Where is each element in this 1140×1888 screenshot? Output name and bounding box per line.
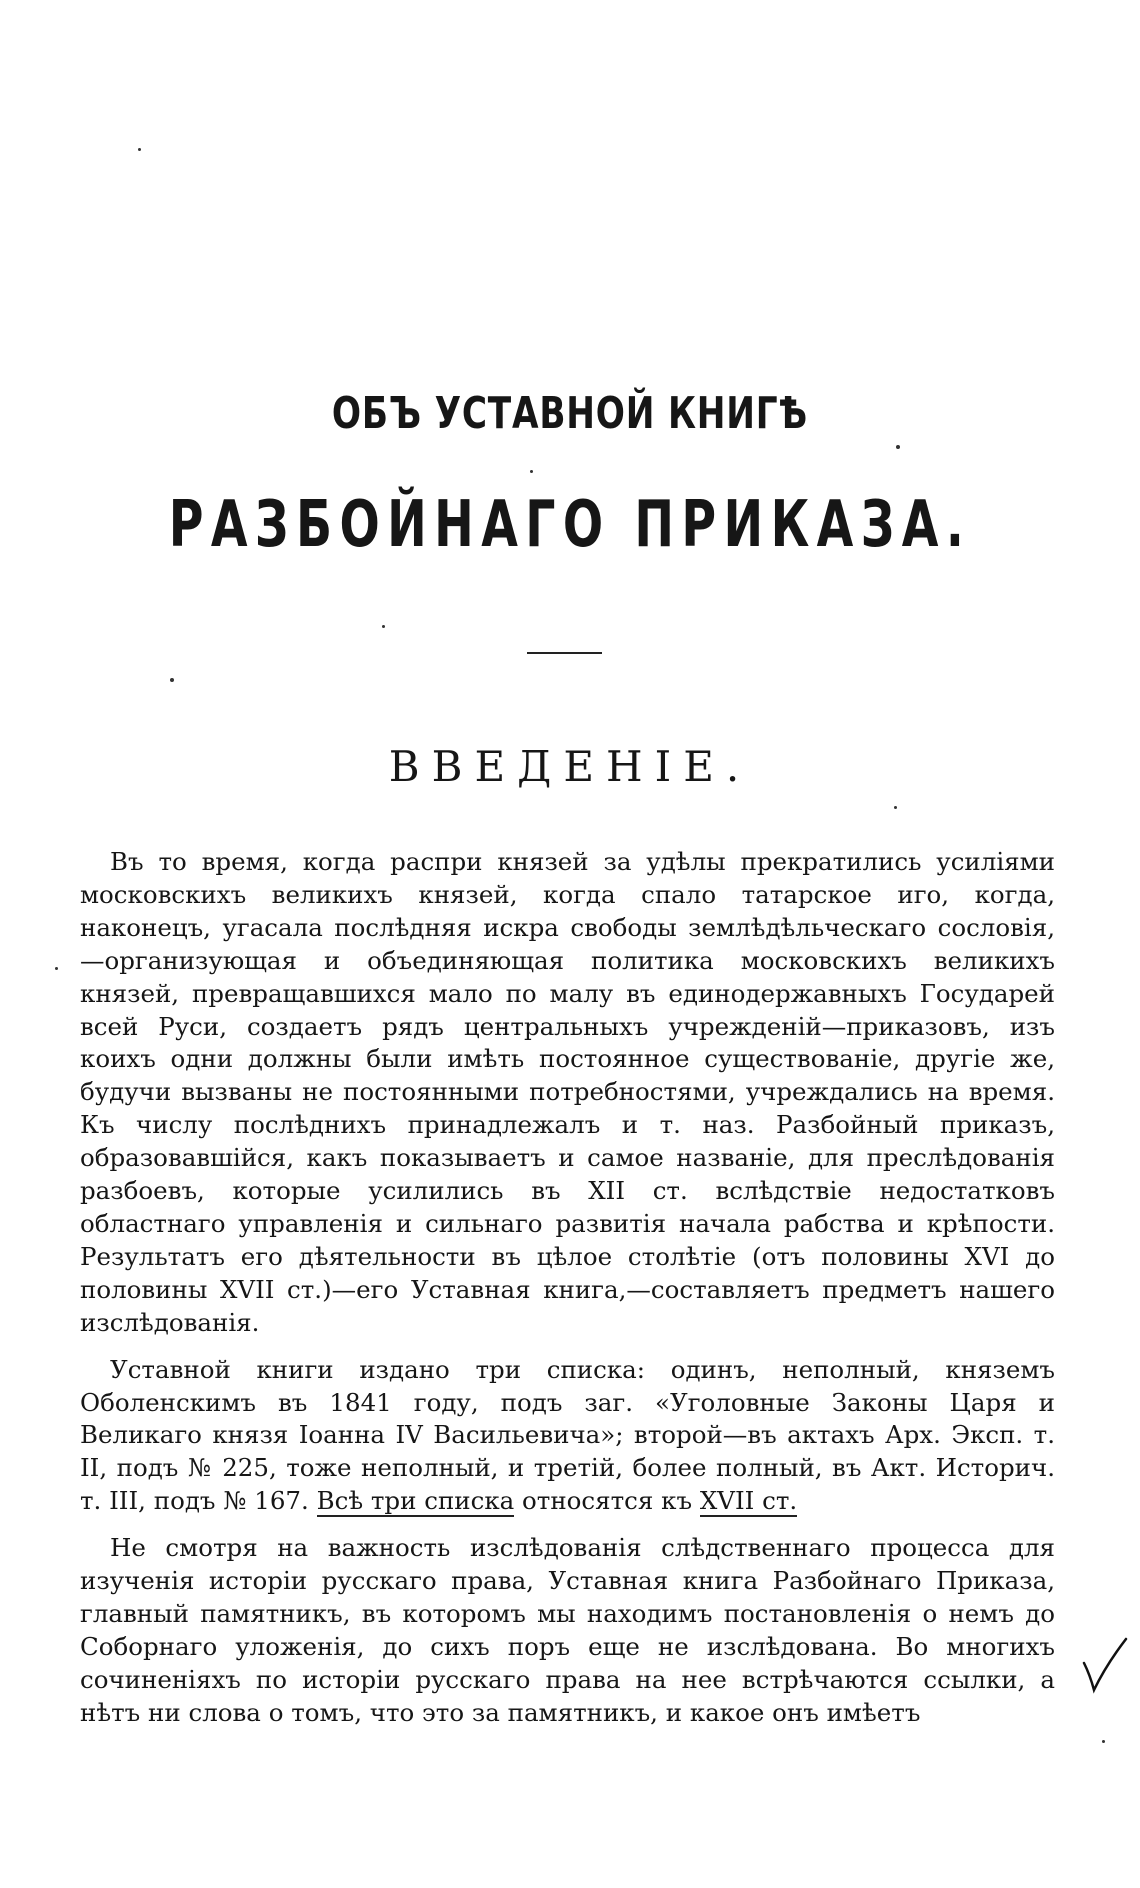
title-divider [527,652,602,654]
scan-speck [382,625,385,628]
scan-speck [896,445,900,449]
body-text [80,846,1055,1744]
scan-speck [894,806,897,809]
paragraph-3: Не смотря на важность изслѣдованія слѣдственнаго процесса для изученія исторіи русскаго права, Уставная книга Разбойнаго Приказа, главный памятникъ, въ которомъ мы находимъ постановленія о немъ до Соборнаго уложенія, до сихъ поръ еще не изслѣдована. Во многихъ сочиненіяхъ по исторіи русскаго права на нее встрѣчаются ссылки, а нѣтъ ни слова о томъ, что это за памятникъ, и какое онъ имѣетъ [80,1533,1055,1727]
scan-speck [138,148,141,151]
paragraph-2 [80,1354,1055,1519]
section-heading: ВВЕДЕНIЕ. [388,742,752,791]
underlined-century: XVII ст. [699,1486,798,1516]
handwritten-check-mark [1080,1635,1130,1695]
paragraph-2-middle: относятся къ [514,1486,700,1516]
title-line-2: РАЗБОЙНАГО ПРИКАЗА. [168,488,972,562]
paragraph-1: Въ то время, когда распри князей за удѣлы прекратились усиліями московскихъ великихъ князей, когда спало татарское иго, когда, наконецъ, угасала послѣдняя искра свободы землѣдѣльческаго сословія,—организующая и объединяющая политика московскихъ великихъ князей, превращавшихся мало по малу въ единодержавныхъ Государей всей Руси, создаетъ рядъ центральныхъ учрежденій—приказовъ, изъ коихъ одни должны были имѣть постоянное существованіе, другіе же, будучи вызваны не постоянными потребностями, учреждались на время. Къ числу послѣднихъ принадлежалъ и т. наз. Разбойный приказъ, образовавшійся, какъ показываетъ и самое названіе, для преслѣдованія разбоевъ, которые усилились въ XII ст. вслѣдствіе недостатковъ областнаго управленія и сильнаго развитія начала рабства и крѣпости. Результатъ его дѣятельности въ цѣлое столѣтіе (отъ половины XVI до половины XVII ст.)—его Уставная книга,—составляетъ предметъ нашего изслѣдованія. [80,847,1055,1337]
scan-speck [1102,1740,1105,1743]
underlined-phrase: Всѣ три списка [316,1486,515,1516]
scan-speck [55,967,58,970]
scan-speck [170,678,174,682]
scan-speck [530,470,533,473]
title-line-1: ОБЪ УСТАВНОЙ КНИГѢ [331,388,809,439]
paragraph-2-text: Уставной книги издано три списка: одинъ, неполный, княземъ Оболенскимъ въ 1841 году, подъ заг. «Уголовные Законы Царя и Великаго князя Іоанна IV Васильевича»; второй—въ актахъ Арх. Эксп. т. II, подъ № 225, тоже неполный, и третій, более полный, въ Акт. Историч. т. III, подъ № 167. [80,1354,1055,1516]
